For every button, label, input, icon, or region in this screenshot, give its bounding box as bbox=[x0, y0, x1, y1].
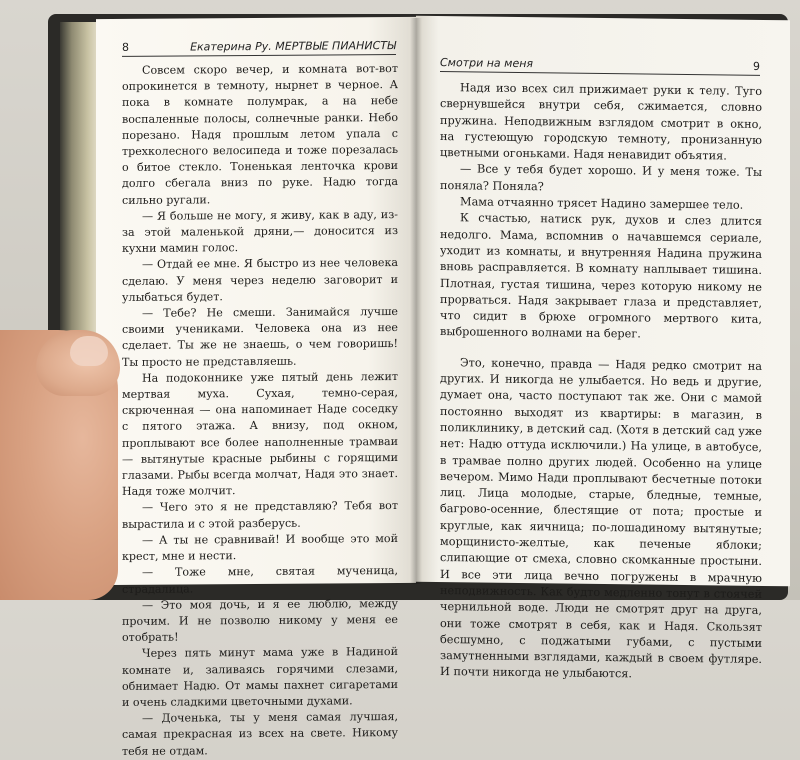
right-page-text bbox=[440, 80, 762, 685]
thumbnail bbox=[70, 336, 108, 366]
paragraph: — Я больше не могу, я живу, как в аду, из-за этой маленькой дряни,— доносится из кухни мамин голос. bbox=[122, 207, 398, 256]
paragraph: Мама отчаянно трясет Надино замершее тело. bbox=[460, 195, 744, 212]
right-page bbox=[416, 16, 790, 681]
paragraph: — Доченька, ты у меня самая лучшая, самая прекрасная из всех на свете. Никому тебя не отдам. bbox=[122, 710, 398, 758]
paragraph: Через пять минут мама уже в Надиной комнате и, заливаясь горячими слезами, обнимает Надю. От мамы пахнет сигаретами и очень сладкими цветочными духами. bbox=[122, 645, 398, 709]
paragraph: — Тебе? Не смеши. Занимайся лучше своими учениками. Человека она из нее сделает. Ты же не знаешь, о чем говоришь! Ты просто не представляешь. bbox=[122, 305, 398, 369]
paragraph: — Это моя дочь, и я ее люблю, между прочим. И не позволю никому у меня ее отобрать! bbox=[122, 596, 398, 645]
paragraph: — Все у тебя будет хорошо. И у меня тоже. Ты поняла? Поняла? bbox=[440, 162, 762, 194]
book-gutter bbox=[410, 18, 422, 584]
left-page bbox=[96, 17, 416, 758]
paragraph: К счастью, натиск рук, духов и слез длится недолго. Мама, вспомнив о начавшемся сериале, уходит из комнаты, и внутренняя Надина пружина вновь расправляется. В комнату наплывает тишина. Плотная, густая тишина, через которую никому не прорваться. Надя закрывает глаза и представляет, что сидит в брюхе огромного мертвого кита, выброшенного волнами на берег. bbox=[440, 211, 762, 341]
paragraph: Это, конечно, правда — Надя редко смотрит на других. И никогда не улыбается. Но ведь и другие, думает она, часто поступают так же. Они с мамой постоянно выходят из квартиры: в магазин, в поликлинику, в детский сад. (Хотя в детский сад уже нет: Надю оттуда исключили.) На улице, в автобусе, в трамвае полно других людей. Особенно на улице вечером. Мимо Нади проплывают бесчетные потоки лиц. Лица молодые, старые, бледные, темные, багрово-осенние, блестящие от пота; простые и круглые, как яичница; по-лошадиному вытянутые; морщинисто-желтые, как печеные яблоки; слипающие от смеха, словно скомканные простыни. И все эти лица вечно погружены в мрачную неподвижность. Как будто медленно тонут в стоячей чернильной воде. Люди не смотрят друг на друга, они тоже смотрят в себя, как и Надя. Скользят бесшумно, с поджатыми губами, с пустыми замутненными взглядами, каждый в своем футляре. И почти никогда не улыбаются. bbox=[440, 356, 762, 681]
paragraph: — А ты не сравнивай! И вообще это мой крест, мне и нести. bbox=[122, 531, 398, 564]
right-running-title: Смотри на меня bbox=[440, 56, 534, 71]
right-running-head bbox=[440, 56, 760, 76]
paragraph: — Отдай ее мне. Я быстро из нее человека сделаю. У меня через неделю заговорит и улыбаться будет. bbox=[122, 256, 398, 304]
paragraph: Надя изо всех сил прижимает руки к телу. Туго свернувшейся внутри себя, сжимается, словно пружина. Неподвижным взглядом смотрит в окно, на густеющую городскую темноту, пронизанную цветными огоньками. Надя ненавидит объятия. bbox=[440, 81, 762, 163]
left-page-text bbox=[122, 61, 398, 760]
paragraph: На подоконнике уже пятый день лежит мертвая муха. Сухая, темно-серая, скрюченная — она напоминает Наде соседку с пятого этажа. А внизу, под окном, проплывают все более наполненные трамваи — вытянутые красные рыбины с горящими глазами. Рыбы всегда молчат, Надя это знает. Надя тоже молчит. bbox=[122, 369, 398, 499]
paragraph: — Чего это я не представляю? Тебя вот вырастила и с этой разберусь. bbox=[122, 499, 398, 531]
left-running-title: Екатерина Ру. МЕРТВЫЕ ПИАНИСТЫ bbox=[190, 39, 396, 54]
left-running-head bbox=[122, 39, 396, 57]
left-page-number: 8 bbox=[122, 40, 129, 54]
paragraph: — Тоже мне, святая мученица, страдалица. bbox=[122, 564, 398, 596]
paragraph: Совсем скоро вечер, и комната вот-вот опрокинется в темноту, нырнет в черное. А пока в комнате полумрак, а на небе воспаленные полосы, солнечные ранки. Небо порезано. Надя прошлым летом упала с трехколесного велосипеда и тоже порезалась о битое стекло. Тоненькая ленточка крови долго сбегала вниз по руке. Надю тогда сильно ругали. bbox=[122, 62, 398, 207]
right-page-number: 9 bbox=[753, 59, 760, 73]
